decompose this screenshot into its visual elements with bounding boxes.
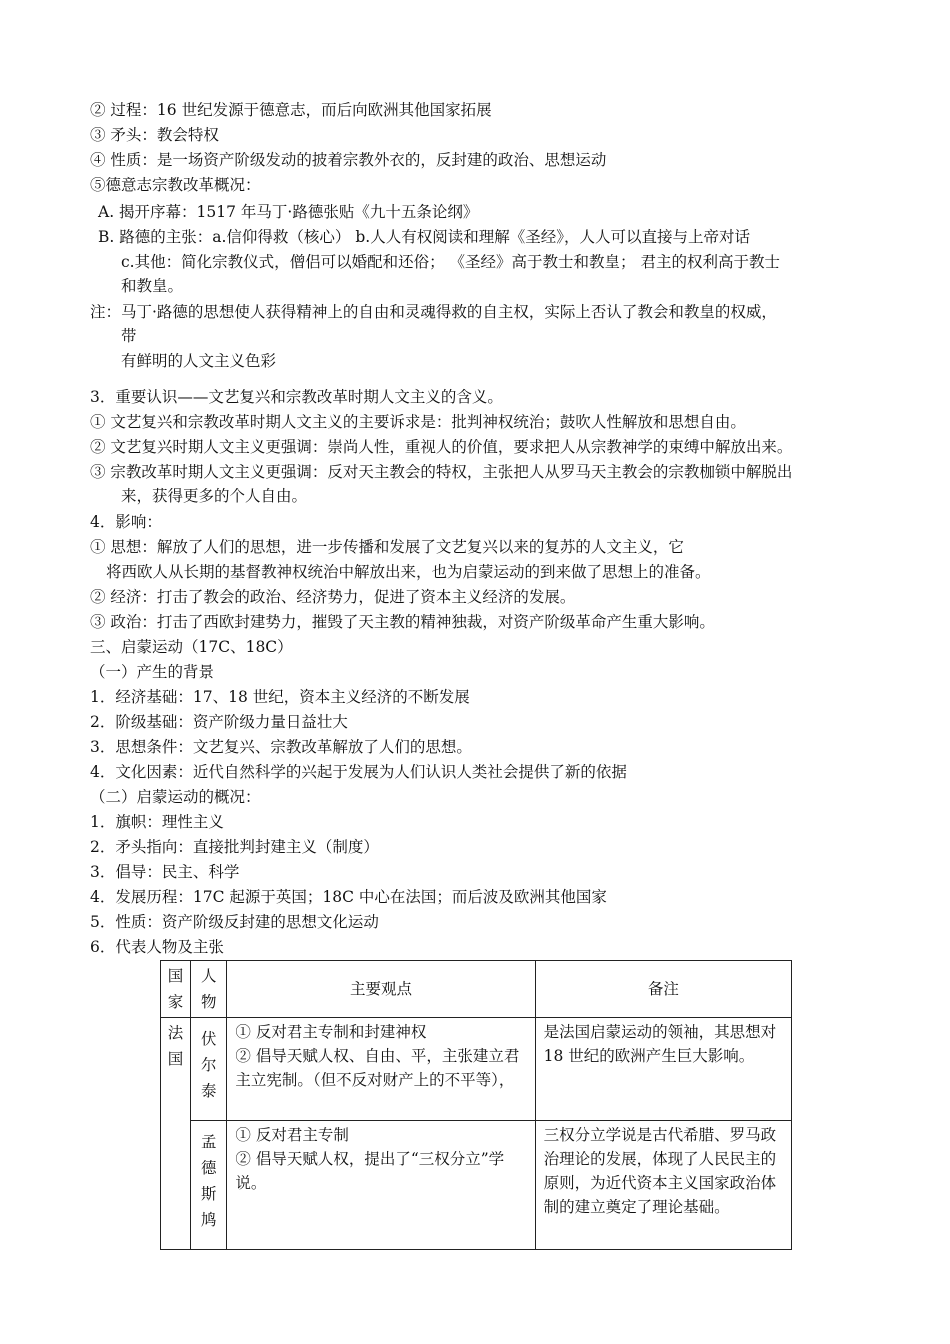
text-line: ③ 政治：打击了西欧封建势力，摧毁了天主教的精神独裁，对资产阶级革命产生重大影响。	[90, 613, 715, 631]
person-cell: 孟德斯鸠	[191, 1121, 227, 1250]
text-line: 将西欧人从长期的基督教神权统治中解放出来，也为启蒙运动的到来做了思想上的准备。	[106, 563, 711, 581]
note-cell: 是法国启蒙运动的领袖，其思想对 18 世纪的欧洲产生巨大影响。	[535, 1018, 791, 1121]
text-line: 6．代表人物及主张	[90, 938, 224, 956]
text-line: ② 经济：打击了教会的政治、经济势力，促进了资本主义经济的发展。	[90, 588, 576, 606]
person-cell: 伏尔泰	[191, 1018, 227, 1121]
text-line: B. 路德的主张：a.信仰得救（核心） b.人人有权阅读和理解《圣经》，人人可以直接与上帝对话	[98, 228, 750, 246]
text-line: 来，获得更多的个人自由。	[121, 487, 308, 505]
text-line: ② 过程：16 世纪发源于德意志，而后向欧洲其他国家拓展	[90, 101, 492, 119]
text-line: ① 文艺复兴和宗教改革时期人文主义的主要诉求是：批判神权统治；鼓吹人性解放和思想自由。	[90, 413, 746, 431]
text-line: 4．影响：	[90, 513, 162, 531]
text-line: ① 思想：解放了人们的思想，进一步传播和发展了文艺复兴以来的复苏的人文主义，它	[90, 538, 684, 556]
views-cell	[227, 1018, 535, 1121]
country-cell: 法国	[161, 1018, 191, 1250]
table-header-row	[161, 961, 792, 1018]
header-person: 人物	[191, 961, 227, 1018]
text-line: A. 揭开序幕：1517 年马丁·路德张贴《九十五条论纲》	[98, 203, 479, 221]
text-line: ② 文艺复兴时期人文主义更强调：崇尚人性，重视人的价值，要求把人从宗教神学的束缚中解放出来。	[90, 438, 793, 456]
header-country: 国家	[161, 961, 191, 1018]
note-cell: 三权分立学说是古代希腊、罗马政治理论的发展，体现了人民民主的原则，为近代资本主义国家政治体制的建立奠定了理论基础。	[535, 1121, 791, 1250]
text-line: 和教皇。	[121, 277, 184, 295]
text-line: 3．思想条件：文艺复兴、宗教改革解放了人们的思想。	[90, 738, 472, 756]
subsection-heading: （二）启蒙运动的概况：	[90, 788, 261, 806]
text-line: 2．阶级基础：资产阶级力量日益壮大	[90, 713, 348, 731]
text-line: c.其他：简化宗教仪式，僧侣可以婚配和还俗； 《圣经》高于教士和教皇； 君主的权利高于教士	[121, 253, 780, 271]
text-line: 4．发展历程：17C 起源于英国；18C 中心在法国；而后波及欧洲其他国家	[90, 888, 607, 906]
table-row	[161, 1018, 792, 1121]
text-line: ③ 宗教改革时期人文主义更强调：反对天主教会的特权，主张把人从罗马天主教会的宗教枷锁中解脱出	[90, 463, 793, 481]
subsection-heading: （一）产生的背景	[90, 663, 215, 681]
view-item: ① 反对君主专制和封建神权	[235, 1023, 427, 1041]
view-item: ② 倡导天赋人权，提出了“三权分立”学说。	[235, 1150, 505, 1192]
section-heading: 三、启蒙运动（17C、18C）	[90, 638, 293, 656]
text-line: ④ 性质：是一场资产阶级发动的披着宗教外衣的，反封建的政治、思想运动	[90, 151, 607, 169]
text-line: 4．文化因素：近代自然科学的兴起于发展为人们认识人类社会提供了新的依据	[90, 763, 627, 781]
text-line: 1．经济基础：17、18 世纪，资本主义经济的不断发展	[90, 688, 470, 706]
text-line: 3．重要认识——文艺复兴和宗教改革时期人文主义的含义。	[90, 388, 503, 406]
header-notes: 备注	[535, 961, 791, 1018]
text-line: 5．性质：资产阶级反封建的思想文化运动	[90, 913, 379, 931]
header-views: 主要观点	[227, 961, 535, 1018]
representatives-table	[160, 960, 792, 1250]
text-line: 有鲜明的人文主义色彩	[121, 352, 277, 370]
text-line: 3．倡导：民主、科学	[90, 863, 240, 881]
view-item: ① 反对君主专制	[235, 1126, 349, 1144]
view-item: ② 倡导天赋人权、自由、平，主张建立君主立宪制。（但不反对财产上的不平等），	[235, 1047, 520, 1089]
text-line: 2．矛头指向：直接批判封建主义（制度）	[90, 838, 379, 856]
text-line: 注：马丁·路德的思想使人获得精神上的自由和灵魂得救的自主权，实际上否认了教会和教皇的权威，	[90, 303, 777, 321]
table-row	[161, 1121, 792, 1250]
text-line: ⑤德意志宗教改革概况：	[90, 176, 261, 194]
text-line: 1．旗帜：理性主义	[90, 813, 224, 831]
text-line: 带	[121, 327, 137, 345]
text-line: ③ 矛头：教会特权	[90, 126, 219, 144]
views-cell	[227, 1121, 535, 1250]
